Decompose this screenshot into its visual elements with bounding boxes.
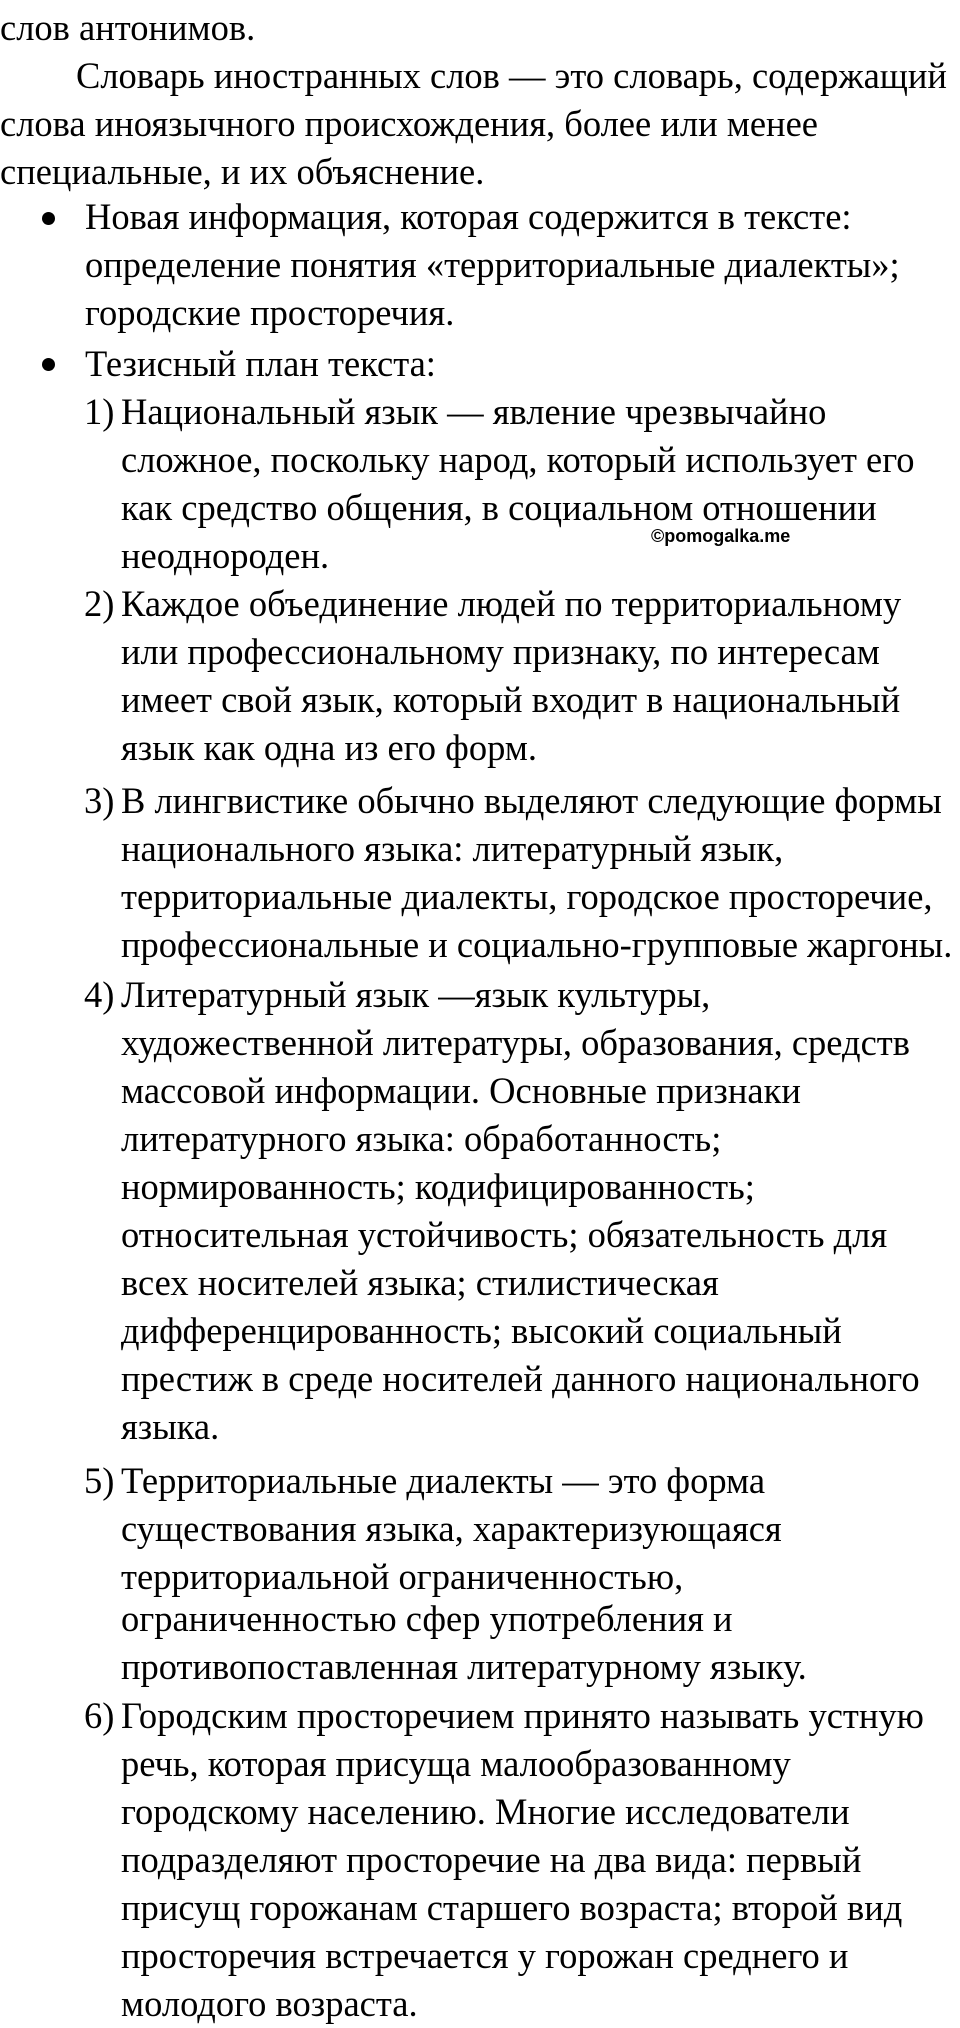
foreign-dictionary-paragraph xyxy=(0,52,947,196)
plan-line: существования языка, характеризующаяся xyxy=(121,1508,782,1549)
plan-line: художественной литературы, образования, средств xyxy=(121,1022,910,1063)
plan-line: национального языка: литературный язык, xyxy=(121,828,784,869)
plan-number: 3) xyxy=(84,780,115,821)
plan-item-5 xyxy=(121,1457,807,1691)
plan-line: или профессиональному признаку, по интересам xyxy=(121,631,880,672)
plan-number: 5) xyxy=(84,1460,115,1501)
plan-line: литературного языка: обработанность; xyxy=(121,1118,722,1159)
plan-line: как средство общения, в социальном отношении xyxy=(121,487,877,528)
plan-line: молодого возраста. xyxy=(121,1983,418,2024)
plan-item-1 xyxy=(121,388,915,580)
bullet-marker xyxy=(42,212,55,225)
bullet-line: Новая информация, которая содержится в тексте: xyxy=(85,196,852,237)
paragraph-line: слова иноязычного происхождения, более или менее xyxy=(0,103,818,144)
plan-line: В лингвистике обычно выделяют следующие формы xyxy=(121,780,942,821)
plan-line: язык как одна из его форм. xyxy=(121,727,537,768)
plan-line: Литературный язык —язык культуры, xyxy=(121,974,711,1015)
plan-line: относительная устойчивость; обязательность для xyxy=(121,1214,888,1255)
plan-item-3 xyxy=(121,777,952,969)
bullet-new-information xyxy=(85,193,900,337)
plan-item-2 xyxy=(121,580,901,772)
plan-line: дифференцированность; высокий социальный xyxy=(121,1310,842,1351)
plan-line: профессиональные и социально-групповые жаргоны. xyxy=(121,924,953,965)
plan-number: 6) xyxy=(84,1695,115,1736)
plan-line: территориальной ограниченностью, xyxy=(121,1556,684,1597)
plan-line: Национальный язык — явление чрезвычайно xyxy=(121,391,827,432)
plan-line: территориальные диалекты, городское просторечие, xyxy=(121,876,933,917)
plan-line: Каждое объединение людей по территориальному xyxy=(121,583,902,624)
plan-line: массовой информации. Основные признаки xyxy=(121,1070,801,1111)
plan-line: языка. xyxy=(121,1406,220,1447)
paragraph-line: Словарь иностранных слов — это словарь, содержащий xyxy=(76,55,947,96)
plan-item-4 xyxy=(121,971,920,1451)
bullet-line: определение понятия «территориальные диалекты»; xyxy=(85,244,900,285)
bullet-thesis-plan xyxy=(85,340,436,388)
plan-number: 4) xyxy=(84,974,115,1015)
plan-line: противопоставленная литературному языку. xyxy=(121,1646,807,1687)
plan-line: Территориальные диалекты — это форма xyxy=(121,1460,766,1501)
intro-line xyxy=(0,4,255,51)
plan-line: Городским просторечием принято называть устную xyxy=(121,1695,924,1736)
plan-number: 1) xyxy=(84,391,115,432)
plan-line: ограниченностью сфер употребления и xyxy=(121,1598,733,1639)
plan-line: городскому населению. Многие исследователи xyxy=(121,1791,850,1832)
plan-line: просторечия встречается у горожан среднего и xyxy=(121,1935,849,1976)
plan-line: всех носителей языка; стилистическая xyxy=(121,1262,719,1303)
paragraph-line: специальные, и их объяснение. xyxy=(0,151,485,192)
plan-line: подразделяют просторечие на два вида: первый xyxy=(121,1839,862,1880)
bullet-line: Тезисный план текста: xyxy=(85,343,436,384)
watermark: ©pomogalka.me xyxy=(651,526,791,546)
plan-line: речь, которая присуща малообразованному xyxy=(121,1743,791,1784)
plan-line: присущ горожанам старшего возраста; второй вид xyxy=(121,1887,903,1928)
plan-number: 2) xyxy=(84,583,115,624)
bullet-marker xyxy=(42,358,55,371)
bullet-line: городские просторечия. xyxy=(85,292,455,333)
plan-line: сложное, поскольку народ, который использует его xyxy=(121,439,915,480)
intro-text: слов антонимов. xyxy=(0,7,256,48)
plan-line: неоднороден. xyxy=(121,535,330,576)
plan-line: нормированность; кодифицированность; xyxy=(121,1166,755,1207)
plan-line: престиж в среде носителей данного национального xyxy=(121,1358,920,1399)
plan-line: имеет свой язык, который входит в национальный xyxy=(121,679,901,720)
plan-item-6 xyxy=(121,1692,924,2028)
